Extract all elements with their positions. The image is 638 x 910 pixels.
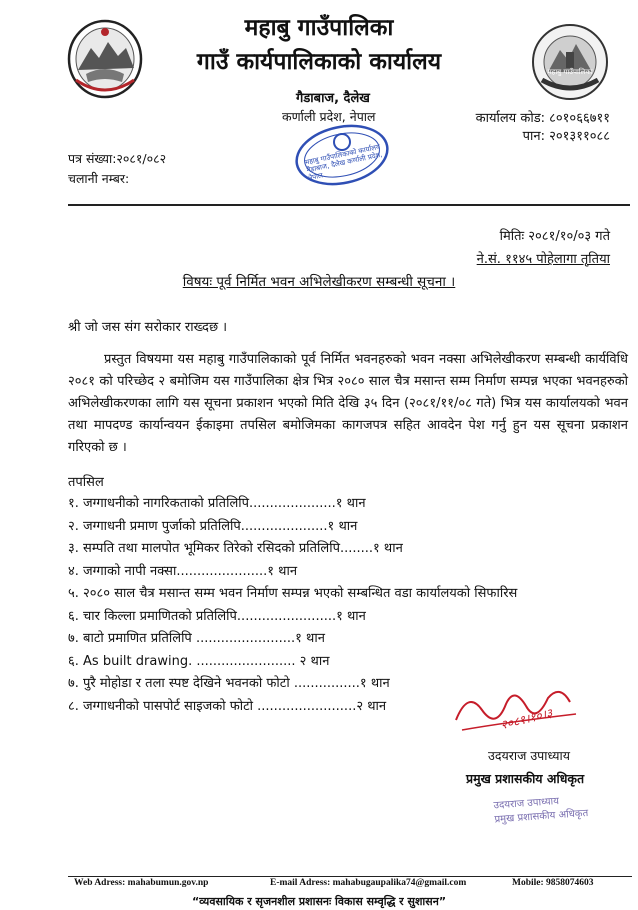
stamp-line-2: प्रमुख प्रशासकीय अधिकृत	[494, 807, 589, 826]
name-stamp	[493, 793, 595, 828]
dispatch-number: चलानी नम्बर:	[68, 171, 130, 186]
reference-number: पत्र संख्या:२०८१/०८२	[68, 151, 167, 166]
office-title: महाबु गाउँपालिका	[244, 15, 394, 41]
subject-line: विषयः पूर्व निर्मित भवन अभिलेखीकरण सम्बन्धी सूचना ।	[182, 274, 456, 290]
footer-slogan: “व्यवसायिक र सृजनशील प्रशासनः विकास सम्वृद्धि र सुशासन”	[191, 895, 447, 908]
list-item: ६. As built drawing. ........................ २ थान	[68, 653, 330, 669]
list-item: ७. पुरै मोहोडा र तला स्पष्ट देखिने भवनको फोटो ................१ थान	[68, 676, 390, 691]
notice-body: प्रस्तुत विषयमा यस महाबु गाउँपालिकाको पूर्व निर्मित भवनहरुको भवन नक्सा अभिलेखीकरण सम्बन्धी कार्यविधि २०८१ को परिच्छेद २ बमोजिम यस गाउँपालिका क्षेत्र भित्र २०८० साल चैत्र मसान्त सम्म निर्माण सम्पन्न भएका भवनहरुको अभिलेखीकरणका लागि यस सूचना प्रकाशन भएको मिति देखि ३५ दिन (२०८१/११/०८ गते) भित्र यस कार्यालयको भवन तथा मापदण्ड कार्यान्वयन ईकाइमा तपसिल बमोजिमका कागजपत्र सहित आवदेन पेश गर्नु हुन यस सूचना प्रकाशन गरिएको छ ।	[68, 352, 628, 455]
list-item: ७. बाटो प्रमाणित प्रतिलिपि ........................१ थान	[68, 631, 325, 646]
list-item: १. जग्गाधनीको नागरिकताको प्रतिलिपि.....................१ थान	[68, 496, 366, 511]
list-item: ३. सम्पति तथा मालपोत भूमिकर तिरेको रसिदको प्रतिलिपि........१ थान	[68, 541, 403, 556]
office-seal-text: महाबु गाउँपालिकाको कार्यालय गैडाबाज, दैलेख कर्णाली प्रदेश, नेपाल	[304, 142, 384, 183]
signer-name: उदयराज उपाध्याय	[488, 748, 570, 763]
address-line-1: गैडाबाज, दैलेख	[296, 91, 370, 106]
stamp-line-1: उदयराज उपाध्याय	[493, 795, 560, 812]
list-title: तपसिल	[68, 475, 104, 490]
letter-date: मितिः २०८१/१०/०३ गते	[499, 229, 610, 244]
list-item: ६. चार किल्ला प्रमाणितको प्रतिलिपि........................१ थान	[68, 608, 366, 624]
footer-divider	[68, 876, 632, 877]
signature-date: २०८१।१०।३	[499, 705, 554, 733]
signer-title: प्रमुख प्रशासकीय अधिकृत	[466, 771, 585, 786]
list-item: ४. जग्गाको नापी नक्सा......................१ थान	[68, 563, 298, 579]
footer-mobile: Mobile: 9858074603	[512, 878, 594, 888]
list-item: ५. २०८० साल चैत्र मसान्त सम्म भवन निर्माण सम्पन्न भएको सम्बन्धित वडा कार्यालयको सिफारिस	[68, 586, 518, 601]
salutation: श्री जो जस संग सरोकार राख्दछ ।	[68, 320, 228, 335]
address-line-2: कर्णाली प्रदेश, नेपाल	[282, 109, 376, 124]
pan-number: पान: २०१३११०८८	[522, 129, 610, 144]
footer-web: Web Adress: mahabumun.gov.np	[74, 878, 209, 888]
list-item: ८. जग्गाधनीको पासपोर्ट साइजको फोटो ........................२ थान	[68, 698, 387, 714]
office-code: कार्यालय कोड: ८०१०६६७११	[475, 111, 610, 126]
header-divider	[68, 204, 630, 206]
footer-email: E-mail Adress: mahabugaupalika74@gmail.com	[270, 878, 467, 888]
office-subtitle: गाउँ कार्यपालिकाको कार्यालय	[196, 49, 442, 75]
right-logo-text: महाबु गाउँपालिका	[547, 68, 593, 76]
list-item: २. जग्गाधनी प्रमाण पुर्जाको प्रतिलिपि.....................१ थान	[68, 518, 358, 534]
nepal-sambat-date: ने.सं. ११४५ पोहेलागा तृतिया	[476, 252, 610, 267]
footer	[74, 878, 626, 890]
